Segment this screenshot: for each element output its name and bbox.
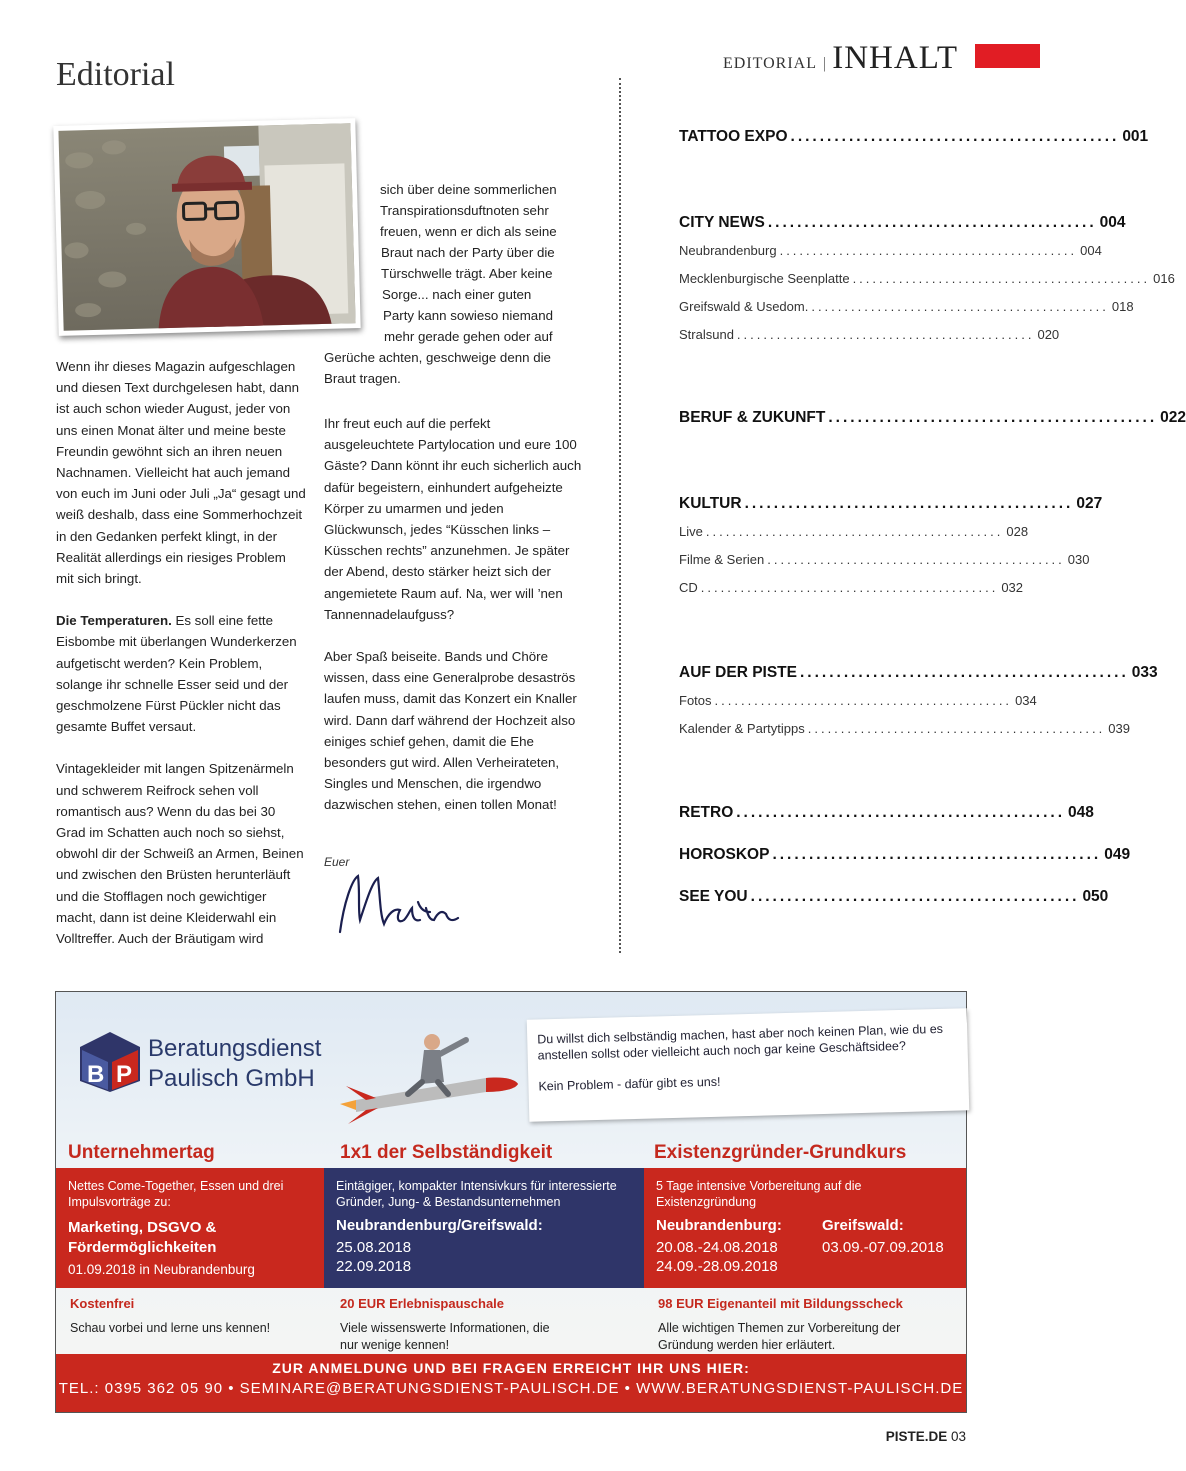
toc-leader: ............................................. [736,327,1035,342]
toc-section-retro[interactable] [679,804,1094,822]
toc-label: Fotos [679,693,712,708]
toc-leader: ............................................. [852,271,1151,286]
company-name-line: Beratungsdienst [148,1035,322,1062]
toc-leader: ............................................. [705,524,1004,539]
section-tab-marker [975,44,1040,68]
ad-col-title: 1x1 der Selbständigkeit [340,1142,553,1163]
toc-leader: ............................................. [807,721,1106,736]
page-number: 03 [950,1429,966,1444]
toc-page: 050 [1082,888,1109,905]
section-separator: | [823,55,827,72]
toc-page: 033 [1131,664,1158,681]
toc-label: SEE YOU [679,888,748,905]
panel-date: 20.08.-24.08.2018 [656,1239,778,1256]
toc-page: 022 [1160,409,1186,426]
toc-page: 016 [1153,271,1175,286]
toc-label: CD [679,580,698,595]
page-footer [886,1429,966,1444]
toc-leader: ............................................. [736,804,1066,821]
panel-topics: Marketing, DSGVO & Fördermöglichkeiten [68,1219,217,1256]
toc-label: Neubrandenburg [679,243,777,258]
rocket-illustration [336,1020,526,1145]
toc-item[interactable] [679,299,1134,314]
ad-price-text: Viele wissenswerte Informationen, die nur wenige kennen! [340,1321,550,1352]
panel-location: Greifswald: [822,1217,904,1234]
text-line: sich über deine sommerlichen [380,182,557,197]
logo-letter-b: B [87,1061,105,1088]
text-line: Transpirationsduftnoten sehr [380,203,549,218]
panel-date: 25.08.2018 [336,1239,412,1256]
toc-page: 004 [1080,243,1102,258]
panel-intro: Eintägiger, kompakter Intensivkurs für interessierte Gründer, Jung- & Bestandsunternehmen [336,1179,617,1209]
toc-leader: ............................................. [750,888,1080,905]
paragraph [56,610,306,737]
toc-label: HOROSKOP [679,846,770,863]
panel-date: 22.09.2018 [336,1258,412,1275]
toc-label: TATTOO EXPO [679,128,788,145]
ad-contact-details[interactable]: TEL.: 0395 362 05 90 • SEMINARE@BERATUNGSDIENST-PAULISCH.DE • WWW.BERATUNGSDIENST-PAULISCH.DE [58,1380,964,1397]
toc-page: 018 [1111,299,1134,314]
toc-page: 049 [1104,846,1131,863]
signature [334,862,464,947]
toc-leader: ............................................. [790,128,1120,145]
text-line: Gerüche achten, geschweige denn die [324,350,551,365]
section-header [723,40,958,77]
panel-location: Neubrandenburg/Greifswald: [336,1217,543,1234]
toc-page: 001 [1122,128,1149,145]
toc-label: Mecklenburgische Seenplatte [679,271,850,286]
toc-label: AUF DER PISTE [679,664,797,681]
section-label-editorial: EDITORIAL [722,55,818,72]
toc-item[interactable] [679,327,1060,342]
toc-label: Live [679,524,703,539]
toc-leader: ............................................. [772,846,1102,863]
toc-page: 020 [1037,327,1060,342]
text-line: mehr gerade gehen oder auf [384,329,553,344]
toc-section-see-you[interactable] [679,888,1109,906]
callout-question: Du willst dich selbständig machen, hast aber noch keinen Plan, wie du es anstellen sollst oder vielleicht auch noch gar keine Geschäftsidee? [537,1021,944,1063]
toc-section-horoskop[interactable] [679,846,1131,864]
article-column-1 [56,356,306,970]
toc-label: RETRO [679,804,734,821]
toc-leader: ............................................. [744,495,1074,512]
ad-contact-heading: ZUR ANMELDUNG UND BEI FRAGEN ERREICHT IHR UNS HIER: [272,1360,750,1376]
paragraph: Ihr freut euch auf die perfekt ausgeleuchtete Partylocation und eure 100 Gäste? Dann könnt ihr euch sicherlich auch dafür begeistern, einhundert aufgeheizte Körper zu umarmen und jeden Glückwunsch, jedes “Küsschen links – Küsschen rechts” anzunehmen. Je später der Abend, desto stärker heizt sich der angemietete Raum auf. Na, wer will ’nen Tannennadelaufguss? [324,416,582,622]
toc-leader: ............................................. [714,693,1013,708]
toc-page: 039 [1108,721,1130,736]
toc-page: 048 [1068,804,1094,821]
panel-intro: Nettes Come-Together, Essen und drei Impulsvorträge zu: [68,1179,284,1209]
toc-leader: ............................................. [779,243,1078,258]
ad-price-title: Kostenfrei [70,1296,135,1311]
toc-page: 030 [1067,552,1090,567]
text-line: Braut tragen. [324,371,401,386]
brand-name: PISTE.DE [885,1429,948,1444]
ad-col-title: Existenzgründer-Grundkurs [654,1142,907,1163]
toc-page: 028 [1006,524,1029,539]
ad-col-title: Unternehmertag [68,1142,215,1163]
page-title: Editorial [56,56,175,93]
toc-item[interactable] [679,271,1175,286]
ad-price-text: Schau vorbei und lerne uns kennen! [70,1321,271,1335]
toc-section-tattoo-expo[interactable] [679,128,1149,146]
toc-item[interactable] [679,552,1090,567]
ad-panel-unternehmertag [56,1168,324,1288]
toc-item[interactable] [679,243,1102,258]
panel-date: 01.09.2018 in Neubrandenburg [68,1262,255,1277]
section-label-inhalt: INHALT [832,40,958,76]
panel-location: Neubrandenburg: [656,1217,782,1234]
text-line: Sorge... nach einer guten [382,287,532,302]
callout-answer: Kein Problem - dafür gibt es uns! [538,1074,721,1094]
toc-page: 004 [1099,214,1126,231]
toc-item[interactable] [679,721,1130,736]
paragraph-rest: Es soll eine fette Eisbombe mit überlangen Wunderkerzen aufgetischt werden? Kein Problem, solange ihr schnelle Esser seid und der geschmolzene Fürst Pückler nicht das gesamte Buffet versaut. [56,613,297,735]
ad-callout [527,1008,970,1121]
toc-item[interactable] [679,693,1037,708]
panel-intro: 5 Tage intensive Vorbereitung auf die Existenzgründung [656,1179,862,1209]
article-wrap-lines [0,182,600,386]
article-column-2 [324,413,584,837]
toc-label: CITY NEWS [679,214,765,231]
toc-leader: ............................................. [799,664,1129,681]
toc-item[interactable] [679,524,1029,539]
toc-section-auf-der-piste[interactable] [679,664,1158,682]
text-line: Türschwelle trägt. Aber keine [381,266,553,281]
toc-label: Kalender & Partytipps [679,721,805,736]
ad-price-title: 20 EUR Erlebnispauschale [340,1296,505,1311]
toc-page: 027 [1076,495,1103,512]
toc-page: 032 [1001,580,1024,595]
signoff: Euer [324,855,350,869]
advertisement[interactable] [55,991,967,1413]
toc-label: KULTUR [679,495,742,512]
toc-section-city-news[interactable] [679,214,1126,232]
toc-section-beruf-zukunft[interactable] [679,409,1186,427]
toc-leader: ............................................. [767,214,1097,231]
text-line: freuen, wenn er dich als seine [380,224,557,239]
logo-letter-p: P [116,1061,133,1088]
toc-page: 034 [1015,693,1037,708]
company-name [148,1034,321,1094]
toc-label: Greifswald & Usedom. [679,299,809,314]
toc-leader: ............................................. [811,299,1109,314]
toc-leader: ............................................. [767,552,1065,567]
ad-price-text: Alle wichtigen Themen zur Vorbereitung der Gründung werden hier erläutert. [658,1321,901,1352]
company-logo [78,1030,142,1099]
toc-label: BERUF & ZUKUNFT [679,409,826,426]
column-divider [619,78,621,953]
toc-label: Stralsund [679,327,734,342]
ad-panel-grundkurs [644,1168,966,1288]
panel-date: 03.09.-07.09.2018 [822,1239,944,1256]
paragraph: Vintagekleider mit langen Spitzenärmeln und schwerem Reifrock sehen voll romantisch aus? Wenn du das bei 30 Grad im Schatten auch noch so siehst, obwohl dir der Schweiß an Armen, Beinen und zwischen den Brüsten herunterläuft und die Stofflagen noch gewichtiger macht, dann ist deine Kleiderwahl ein Volltreffer. Auch der Bräutigam wird [56,761,304,947]
toc-leader: ............................................. [828,409,1158,426]
ad-price-title: 98 EUR Eigenanteil mit Bildungsscheck [658,1296,903,1311]
toc-item[interactable] [679,580,1024,595]
toc-leader: ............................................. [700,580,999,595]
paragraph: Wenn ihr dieses Magazin aufgeschlagen und diesen Text durchgelesen habt, dann ist auch schon wieder August, jeder von uns einen Monat älter und meine beste Freundin gewöhnt sich an ihren neuen Nachnamen. Vielleicht hat auch jemand von euch im Juni oder Juli „Ja“ gesagt und weiß deshalb, dass eine Sommerhochzeit in den Gedanken perfekt klingt, in der Realität allerdings ein riesiges Problem mit sich bringt. [56,359,306,587]
paragraph-lead: Die Temperaturen. [56,613,172,629]
toc-label: Filme & Serien [679,552,765,567]
text-line: Party kann sowieso niemand [383,308,553,323]
paragraph: Aber Spaß beiseite. Bands und Chöre wissen, dass eine Generalprobe desaströs laufen muss, damit das Konzert ein Knaller wird. Dann darf während der Hochzeit also einiges schief gehen, damit die Ehe besonders gut wird. Allen Verheirateten, Singles und Menschen, die irgendwo dazwischen stehen, einen tollen Monat! [324,649,577,813]
toc-section-kultur[interactable] [679,495,1103,513]
company-name-line: Paulisch GmbH [148,1065,315,1092]
ad-contact-bar[interactable] [56,1354,966,1412]
text-line: Braut nach der Party über die [381,245,555,260]
ad-panel-1x1 [324,1168,644,1288]
panel-date: 24.09.-28.09.2018 [656,1258,778,1275]
